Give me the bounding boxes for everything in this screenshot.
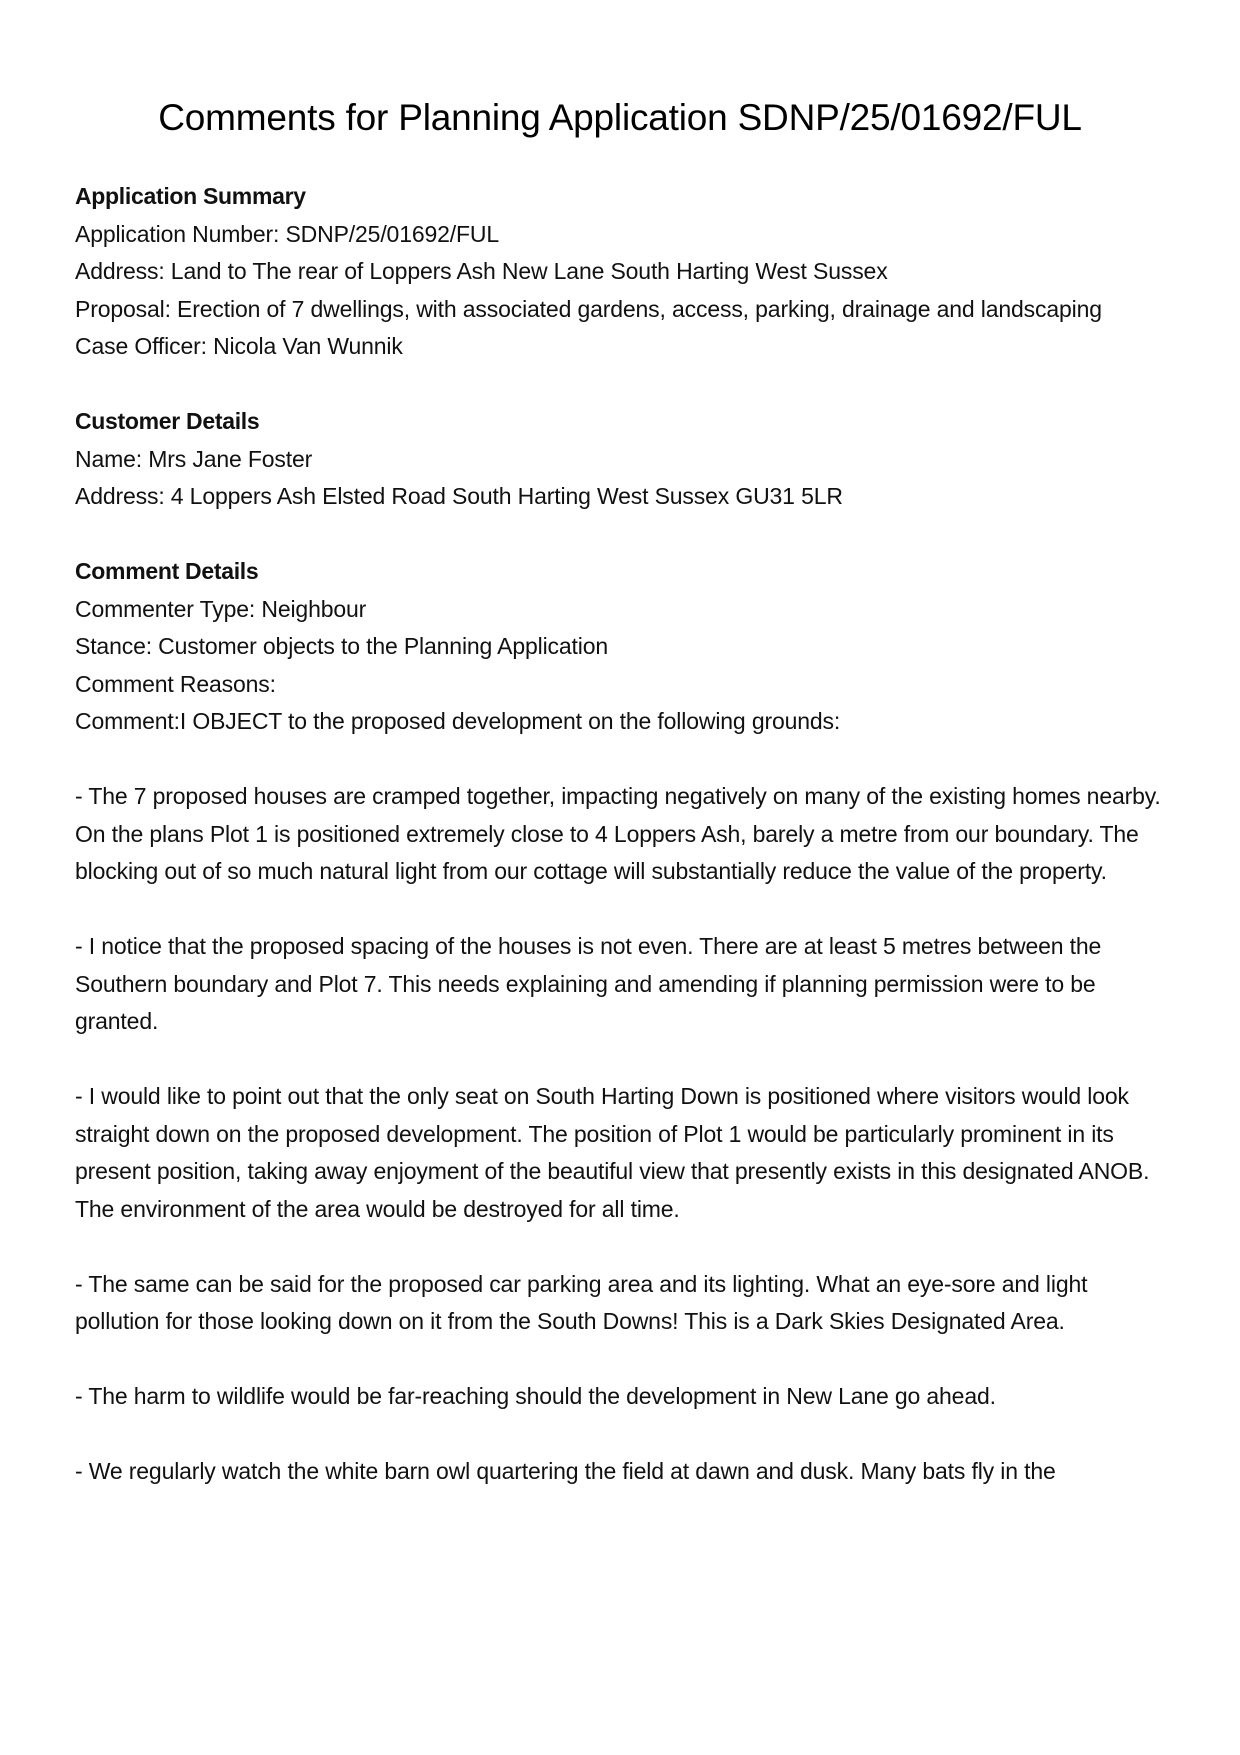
document-page	[75, 88, 1175, 1491]
comment-intro: Comment:I OBJECT to the proposed development on the following grounds:	[75, 708, 841, 734]
customer-address: Address: 4 Loppers Ash Elsted Road South Harting West Sussex GU31 5LR	[75, 483, 843, 509]
comment-point: - The same can be said for the proposed car parking area and its lighting. What an eye-sore and light pollution for those looking down on it from the South Downs! This is a Dark Skies Designated Area.	[75, 1270, 1088, 1334]
comment-point: - I notice that the proposed spacing of the houses is not even. There are at least 5 metres between the Southern boundary and Plot 7. This needs explaining and amending if planning permission were to be granted.	[75, 933, 1102, 1034]
comment-point: - I would like to point out that the only seat on South Harting Down is positioned where visitors would look straight down on the proposed development. The position of Plot 1 would be particularly prominent in its present position, taking away enjoyment of the beautiful view that presently exists in this designated ANOB. The environment of the area would be destroyed for all time.	[75, 1083, 1150, 1222]
comment-point: - We regularly watch the white barn owl quartering the field at dawn and dusk. Many bats fly in the	[75, 1458, 1056, 1484]
application-address: Address: Land to The rear of Loppers Ash New Lane South Harting West Sussex	[75, 258, 888, 284]
customer-name: Name: Mrs Jane Foster	[75, 445, 313, 472]
application-proposal: Proposal: Erection of 7 dwellings, with associated gardens, access, parking, drainage and landscaping	[75, 295, 1102, 322]
customer-details-heading: Customer Details	[75, 408, 260, 434]
commenter-type: Commenter Type: Neighbour	[75, 595, 367, 622]
comment-point: - The harm to wildlife would be far-reaching should the development in New Lane go ahead.	[75, 1383, 996, 1409]
stance: Stance: Customer objects to the Planning Application	[75, 633, 609, 659]
application-summary-heading: Application Summary	[75, 183, 306, 209]
comment-reasons: Comment Reasons:	[75, 670, 276, 697]
page-title: Comments for Planning Application SDNP/25/01692/FUL	[158, 97, 1082, 138]
comment-point: - The 7 proposed houses are cramped together, impacting negatively on many of the existing homes nearby. On the plans Plot 1 is positioned extremely close to 4 Loppers Ash, barely a metre from our boundary. The blocking out of so much natural light from our cottage will substantially reduce the value of the property.	[75, 783, 1161, 884]
comment-details-heading: Comment Details	[75, 558, 259, 584]
application-number: Application Number: SDNP/25/01692/FUL	[75, 220, 500, 247]
customer-details-section	[75, 403, 1175, 516]
application-summary-section	[75, 178, 1175, 366]
case-officer: Case Officer: Nicola Van Wunnik	[75, 333, 403, 359]
comment-details-section	[75, 553, 1175, 1491]
